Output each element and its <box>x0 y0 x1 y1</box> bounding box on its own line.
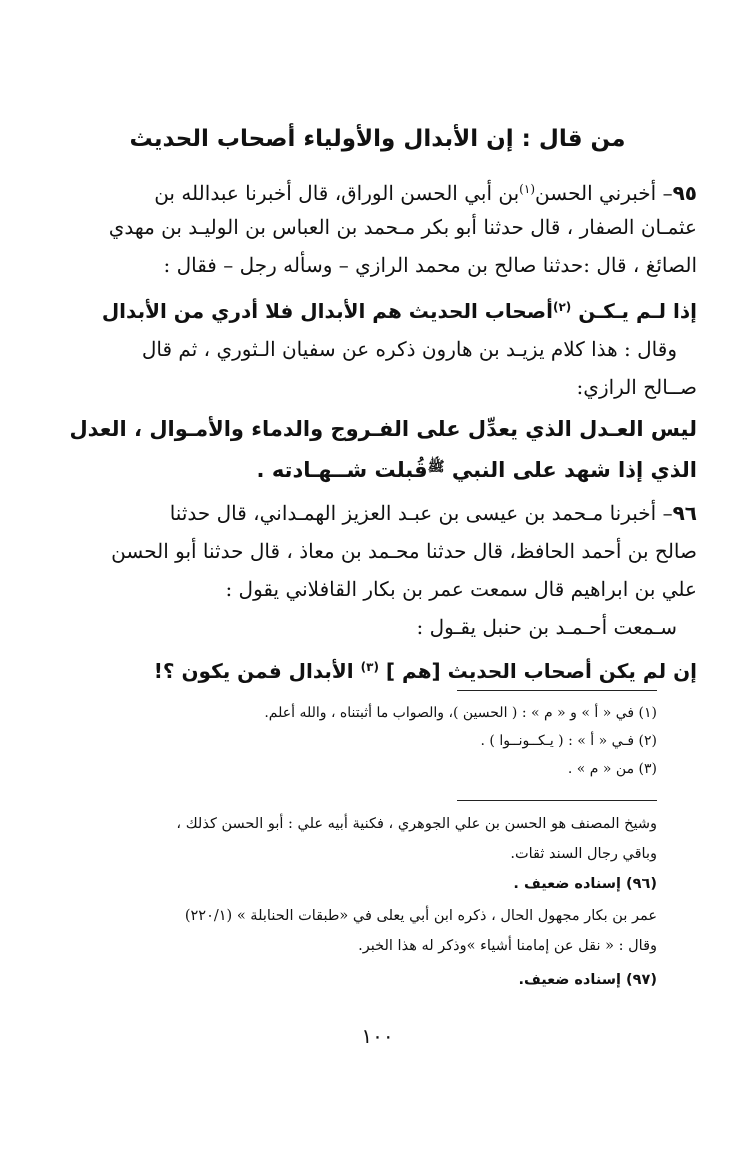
entry-96-line-3: علي بن ابراهيم قال سمعت عمر بن بكار القافلاني يقول : <box>225 577 697 601</box>
footnote-ref-3: (٣) <box>360 660 379 674</box>
entry-95-line-1: ٩٥– أخبرني الحسن$^{(١)}$بن أبي الحسن الوراق، قال أخبرنا عبدالله بن <box>154 181 697 205</box>
entry-96-line-1: ٩٦– أخبرنا مـحمد بن عيسى بن عبـد العزيز الهمـداني، قال حدثنا <box>169 501 697 525</box>
hadith-number-96: ٩٦ <box>672 501 697 525</box>
entry-95-quote-2-line-2: الذي إذا شهد على النبي ﷺقُبلت شــهـادته . <box>257 452 697 485</box>
grading-line-2: وباقي رجال السند ثقات. <box>510 846 657 862</box>
grading-heading-96: (٩٦) إسناده ضعيف . <box>513 876 657 892</box>
grading-line-1: وشيخ المصنف هو الحسن بن علي الجوهري ، فكنية أبيه علي : أبو الحسن كذلك ، <box>176 816 657 832</box>
entry-95-quote-2-line-1: ليس العـدل الذي يعدِّل على الفـروج والدماء والأمـوال ، العدل <box>69 417 697 441</box>
footnote-2: (٢) فـي « أ » : ( يـكــونــوا ) . <box>480 733 657 749</box>
hadith-number-95: ٩٥ <box>672 181 697 205</box>
footnote-ref-1: (١) <box>519 182 535 196</box>
entry-95-line-2: عثمـان الصفار ، قال حدثنا أبو بكر مـحمد بن العباس بن الوليـد بن مهدي <box>108 215 697 239</box>
grading-heading-97: (٩٧) إسناده ضعيف. <box>518 972 657 988</box>
footnote-1: (١) في « أ » و « م » : ( الحسين )، والصواب ما أثبتناه ، والله أعلم. <box>264 705 657 721</box>
footnote-separator <box>457 690 657 691</box>
entry-95-line-6: صــالح الرازي: <box>576 375 697 399</box>
salutation-icon: ﷺ <box>427 459 445 475</box>
grading-separator <box>457 800 657 801</box>
grading-line-3: عمر بن بكار مجهول الحال ، ذكره ابن أبي يعلى في «طبقات الحنابلة » (٢٢٠/١) <box>184 908 657 924</box>
page-number: ١٠٠ <box>361 1024 394 1048</box>
grading-line-4: وقال : « نقل عن إمامنا أشياء »وذكر له هذا الخبر. <box>358 938 657 954</box>
entry-95-quote-1: إذا لـم يـكـن $^{(٢)}$أصحاب الحديث هم الأبدال فلا أدري من الأبدال <box>101 299 697 323</box>
entry-96-line-2: صالح بن أحمد الحافظ، قال حدثنا محـمد بن معاذ ، قال حدثنا أبو الحسن <box>111 539 697 563</box>
entry-95-line-5: وقال : هذا كلام يزيـد بن هارون ذكره عن سفيان الـثوري ، ثم قال <box>141 337 677 361</box>
entry-96-quote: إن لم يكن أصحاب الحديث [هم ] $^{(٣)}$ الأبدال فمن يكون ؟! <box>153 659 697 683</box>
footnote-3: (٣) من « م » . <box>567 761 657 777</box>
entry-95-line-3: الصائغ ، قال :حدثنا صالح بن محمد الرازي – وسأله رجل – فقال : <box>163 253 697 277</box>
footnote-ref-2: (٢) <box>552 300 572 314</box>
entry-96-line-4: سـمعت أحـمـد بن حنبل يقـول : <box>416 615 677 639</box>
chapter-title: من قال : إن الأبدال والأولياء أصحاب الحديث <box>129 126 626 152</box>
